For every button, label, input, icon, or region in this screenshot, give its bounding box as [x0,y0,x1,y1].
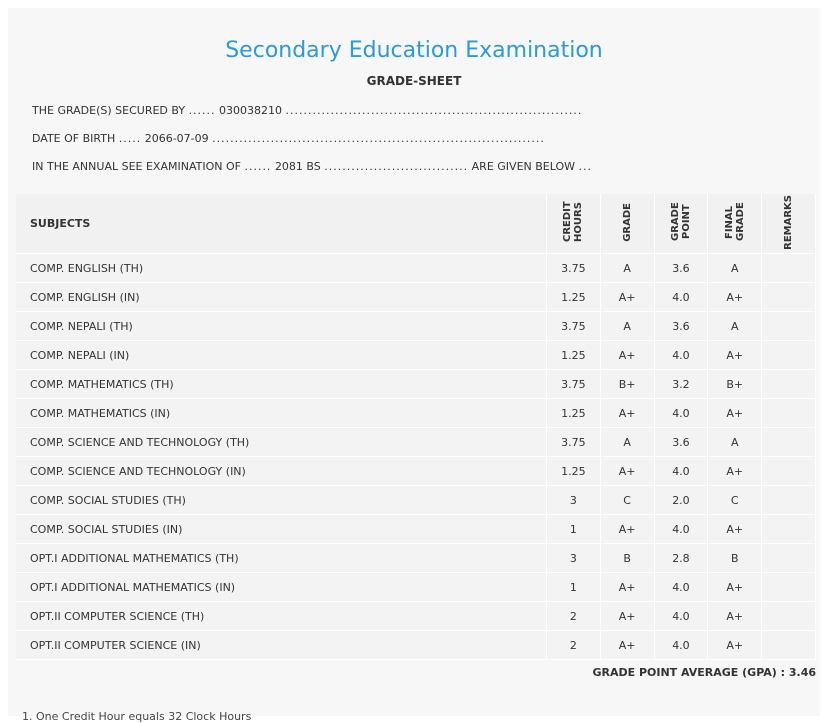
symbol-number: 030038210 [219,104,283,117]
grade-point-cell: 2.8 [654,544,708,573]
grade-point-cell: 4.0 [654,573,708,602]
grade-point-cell: 4.0 [654,457,708,486]
credit-hours-cell: 2 [546,631,600,660]
final-grade-cell: A+ [708,631,762,660]
final-grade-cell: B [708,544,762,573]
final-grade-cell: A+ [708,573,762,602]
subject-cell: COMP. ENGLISH (TH) [16,254,546,283]
dots: ...... [188,104,216,117]
grade-point-cell: 4.0 [654,341,708,370]
secured-by-line [32,104,582,117]
credit-hours-cell: 2 [546,602,600,631]
grade-point-cell: 3.2 [654,370,708,399]
grade-point-cell: 4.0 [654,283,708,312]
table-row [16,457,816,486]
dots: .......................................................................... [212,132,545,145]
header-remarks [762,194,816,254]
subject-cell: COMP. SOCIAL STUDIES (IN) [16,515,546,544]
grade-cell: A+ [600,515,654,544]
secured-by-label: THE GRADE(S) SECURED BY [32,104,186,117]
table-row [16,428,816,457]
dob-line [32,132,545,145]
dob-label: DATE OF BIRTH [32,132,116,145]
subject-cell: COMP. NEPALI (IN) [16,341,546,370]
final-grade-cell: A [708,428,762,457]
given-below-label: ARE GIVEN BELOW [471,160,576,173]
header-credit-hours-label: CREDIT HOURS [562,201,585,243]
dob-value: 2066-07-09 [144,132,209,145]
final-grade-cell: A+ [708,457,762,486]
header-grade-point [654,194,708,254]
remarks-cell [762,312,816,341]
remarks-cell [762,602,816,631]
grade-cell: C [600,486,654,515]
grade-point-cell: 4.0 [654,602,708,631]
credit-hours-cell: 1.25 [546,341,600,370]
credit-hours-cell: 3.75 [546,312,600,341]
subject-cell: OPT.I ADDITIONAL MATHEMATICS (IN) [16,573,546,602]
dots: .................................................................. [285,104,583,117]
subject-cell: OPT.II COMPUTER SCIENCE (IN) [16,631,546,660]
final-grade-cell: C [708,486,762,515]
final-grade-cell: A+ [708,399,762,428]
subject-cell: COMP. NEPALI (TH) [16,312,546,341]
exam-label: IN THE ANNUAL SEE EXAMINATION OF [32,160,241,173]
credit-hours-cell: 1.25 [546,283,600,312]
table-row [16,399,816,428]
credit-hours-cell: 1 [546,573,600,602]
grade-point-cell: 3.6 [654,428,708,457]
header-grade [600,194,654,254]
table-row [16,602,816,631]
credit-hours-cell: 3.75 [546,254,600,283]
credit-hours-cell: 1.25 [546,399,600,428]
final-grade-cell: A [708,254,762,283]
subject-cell: COMP. ENGLISH (IN) [16,283,546,312]
remarks-cell [762,515,816,544]
gpa-summary: GRADE POINT AVERAGE (GPA) : 3.46 [592,666,816,679]
subject-cell: COMP. MATHEMATICS (IN) [16,399,546,428]
header-final-grade-label: FINAL GRADE [723,202,746,242]
table-row [16,283,816,312]
remarks-cell [762,399,816,428]
table-row [16,254,816,283]
remarks-cell [762,341,816,370]
credit-hours-cell: 3.75 [546,428,600,457]
credit-hours-cell: 1 [546,515,600,544]
table-row [16,544,816,573]
grade-cell: A [600,312,654,341]
credit-hours-cell: 1.25 [546,457,600,486]
credit-hours-cell: 3.75 [546,370,600,399]
header-final-grade [708,194,762,254]
dots: ... [578,160,593,173]
grade-point-cell: 4.0 [654,399,708,428]
final-grade-cell: A+ [708,283,762,312]
grade-cell: A+ [600,283,654,312]
header-remarks-label: REMARKS [783,194,795,250]
subject-cell: COMP. SCIENCE AND TECHNOLOGY (TH) [16,428,546,457]
subject-cell: COMP. MATHEMATICS (TH) [16,370,546,399]
remarks-cell [762,370,816,399]
table-row [16,312,816,341]
page-subtitle: GRADE-SHEET [366,74,462,88]
exam-year: 2081 BS [274,160,321,173]
grade-point-cell: 3.6 [654,312,708,341]
grade-point-cell: 4.0 [654,515,708,544]
table-row [16,341,816,370]
grade-point-cell: 4.0 [654,631,708,660]
remarks-cell [762,457,816,486]
remarks-cell [762,254,816,283]
grade-cell: A+ [600,573,654,602]
grade-cell: A+ [600,341,654,370]
remarks-cell [762,631,816,660]
final-grade-cell: A+ [708,341,762,370]
exam-line [32,160,592,173]
remarks-cell [762,283,816,312]
table-row [16,573,816,602]
subject-cell: COMP. SCIENCE AND TECHNOLOGY (IN) [16,457,546,486]
final-grade-cell: A+ [708,602,762,631]
subject-cell: OPT.I ADDITIONAL MATHEMATICS (TH) [16,544,546,573]
grade-cell: A+ [600,457,654,486]
subject-cell: COMP. SOCIAL STUDIES (TH) [16,486,546,515]
final-grade-cell: A+ [708,515,762,544]
grade-sheet [8,8,820,723]
final-grade-cell: A [708,312,762,341]
remarks-cell [762,544,816,573]
remarks-cell [762,486,816,515]
grade-cell: A [600,428,654,457]
header-grade-point-label: GRADE POINT [669,202,692,242]
grade-cell: A+ [600,399,654,428]
final-grade-cell: B+ [708,370,762,399]
grade-cell: A+ [600,602,654,631]
remarks-cell [762,573,816,602]
header-subjects: SUBJECTS [16,194,546,254]
footnote: 1. One Credit Hour equals 32 Clock Hours [22,710,252,723]
header-grade-label: GRADE [621,202,633,242]
grade-point-cell: 2.0 [654,486,708,515]
grade-cell: A+ [600,631,654,660]
remarks-cell [762,428,816,457]
dots: ...... [244,160,272,173]
page-title: Secondary Education Examination [225,38,603,63]
table-row [16,370,816,399]
dots: ..... [118,132,142,145]
dots: ................................ [324,160,469,173]
credit-hours-cell: 3 [546,486,600,515]
grades-table [16,194,816,660]
grade-cell: A [600,254,654,283]
grade-cell: B [600,544,654,573]
table-header-row [16,194,816,254]
grade-cell: B+ [600,370,654,399]
subject-cell: OPT.II COMPUTER SCIENCE (TH) [16,602,546,631]
grade-point-cell: 3.6 [654,254,708,283]
credit-hours-cell: 3 [546,544,600,573]
table-row [16,631,816,660]
table-row [16,486,816,515]
table-row [16,515,816,544]
header-credit-hours [546,194,600,254]
